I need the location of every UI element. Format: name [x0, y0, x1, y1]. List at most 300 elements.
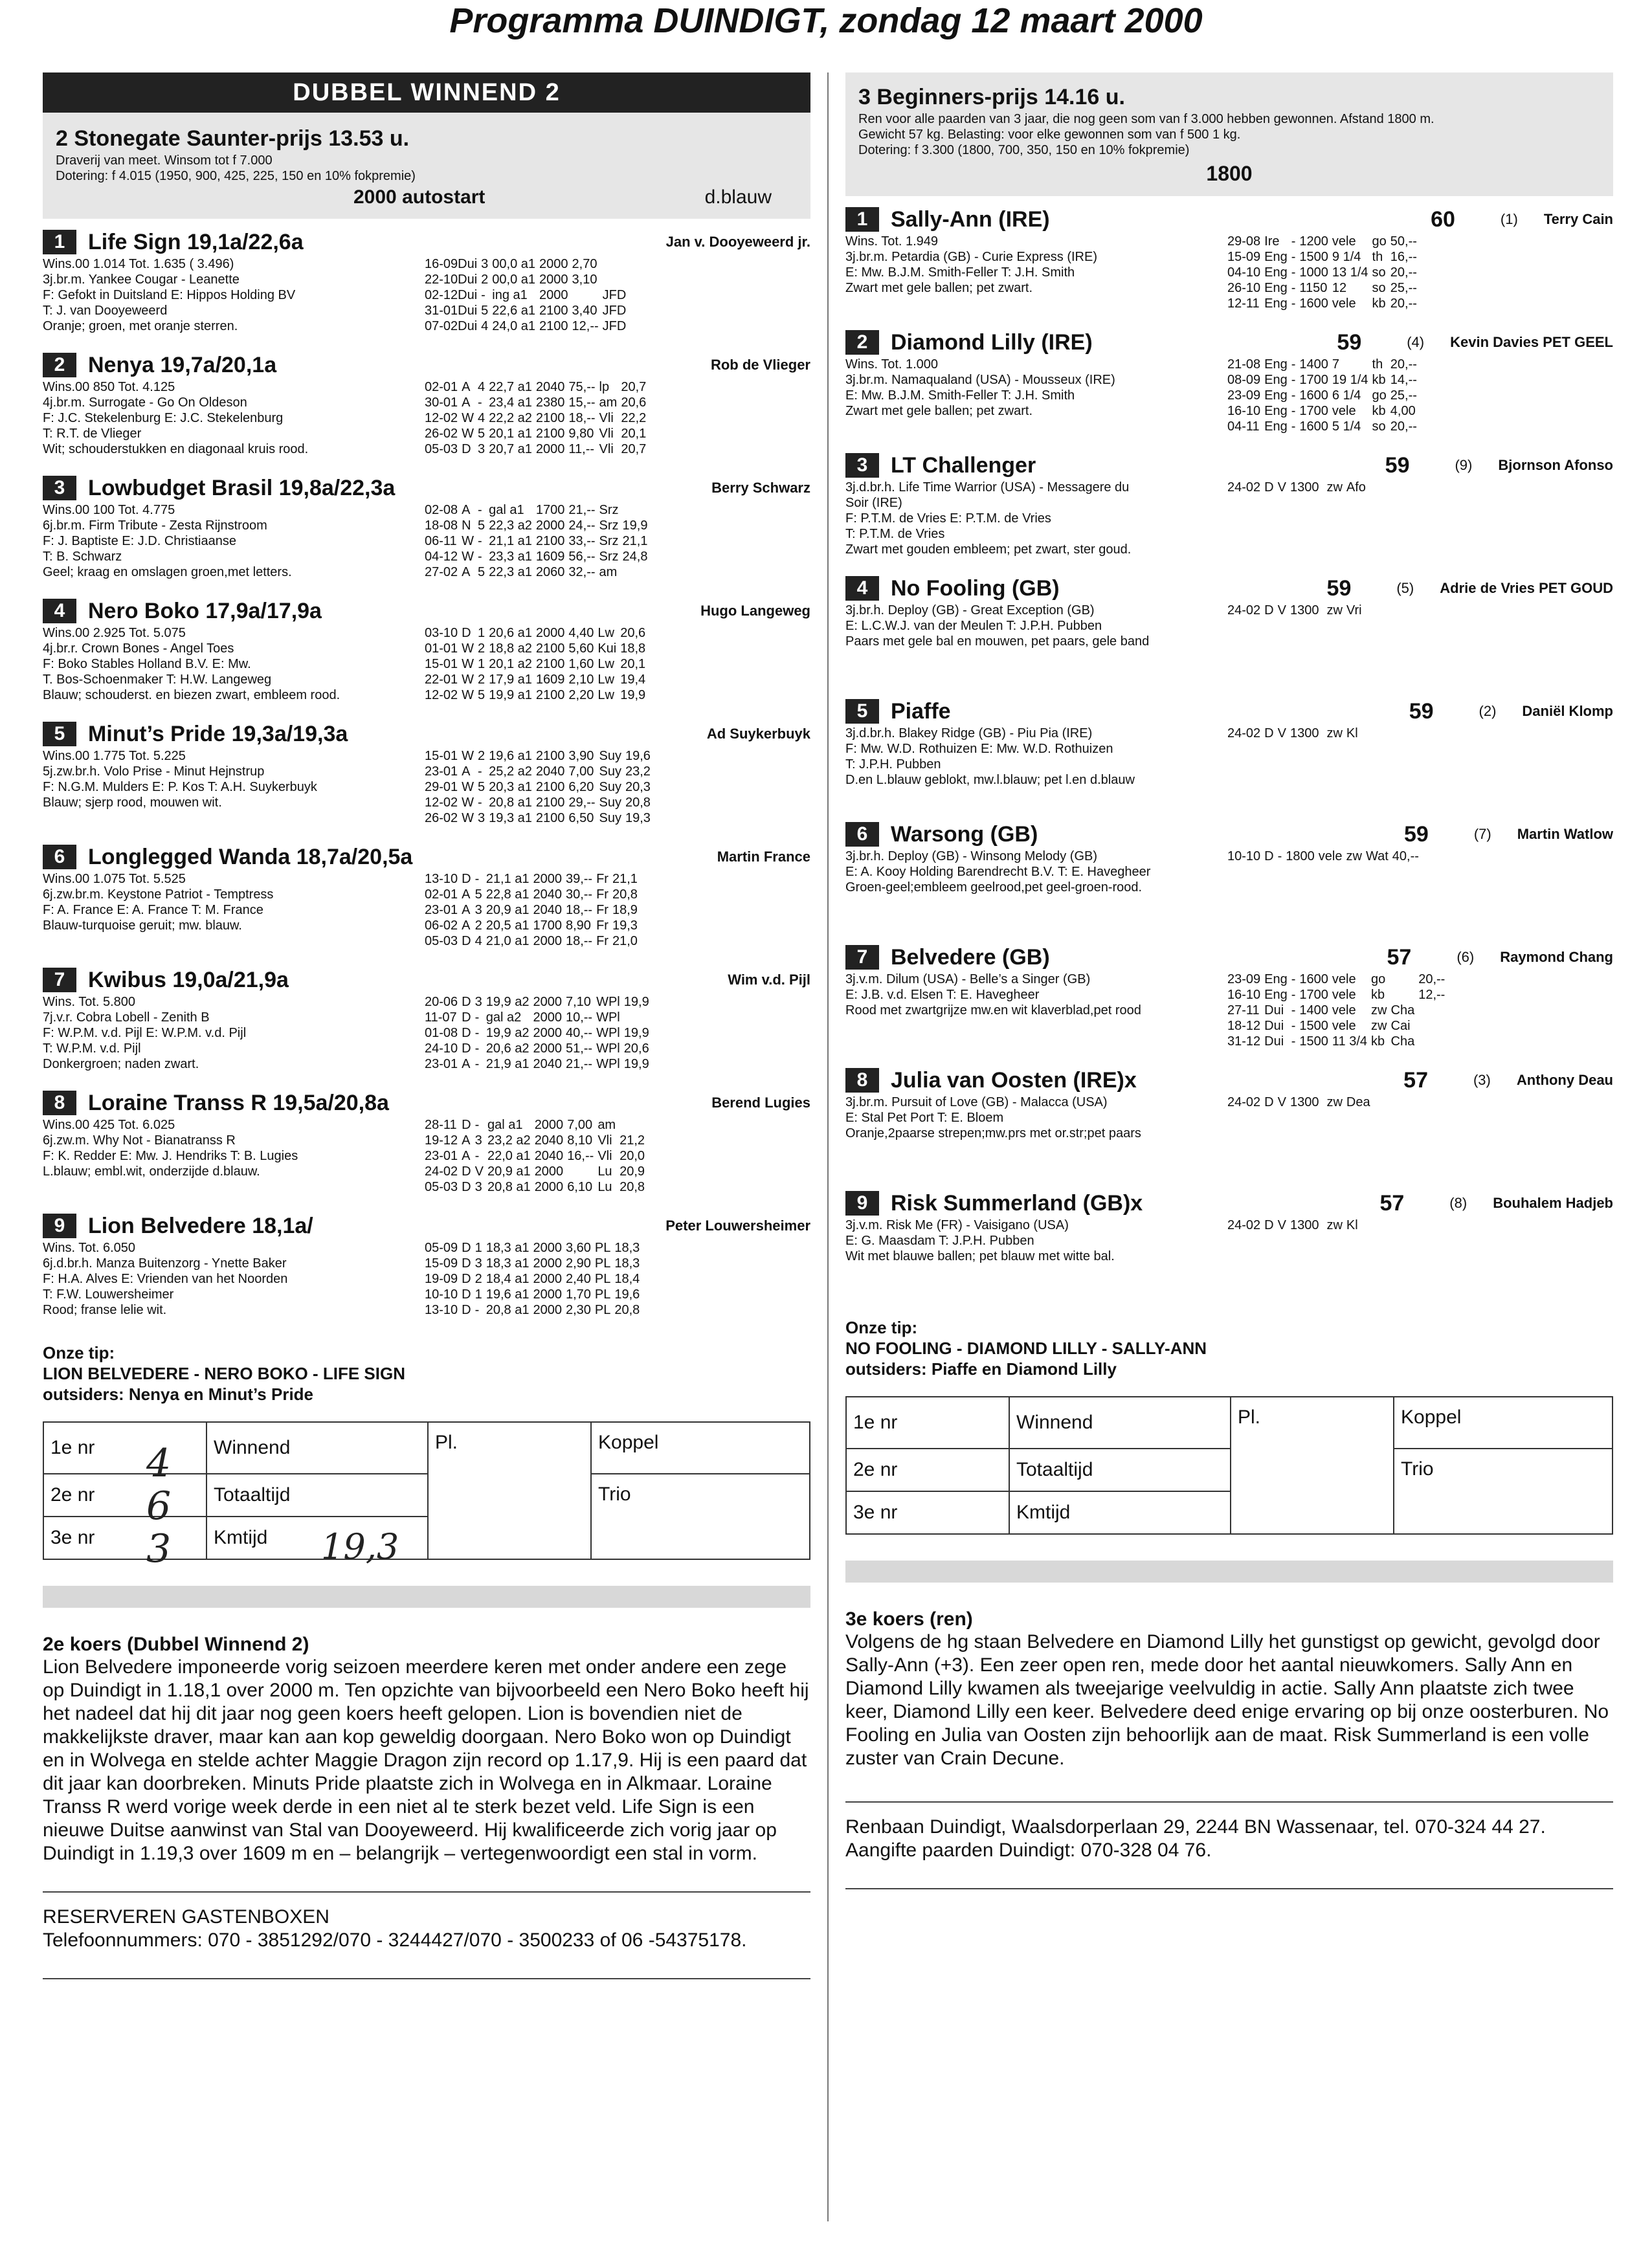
result-label: Trio — [1394, 1449, 1613, 1534]
horse-number: 7 — [43, 968, 76, 992]
result-label: Pl. — [1231, 1397, 1394, 1534]
horse-entry — [43, 351, 810, 474]
horse-weight: 59 — [1385, 452, 1410, 478]
form-cell: 18,8 a2 — [489, 641, 532, 656]
horse-number: 3 — [845, 453, 879, 478]
form-cell: 29-01 — [425, 780, 458, 794]
form-cell: 1500 — [1299, 1019, 1328, 1033]
form-row — [1227, 296, 1421, 311]
form-cell: 2060 — [535, 565, 565, 579]
divider — [845, 1888, 1613, 1889]
form-cell: 2 — [478, 673, 486, 687]
horse-driver: Hugo Langeweg — [700, 603, 810, 619]
form-row — [1227, 1095, 1374, 1110]
form-cell: 7,00 — [568, 764, 594, 779]
info-line: E: Stal Pet Port T: E. Bloem — [845, 1111, 1004, 1125]
form-cell: 2100 — [535, 427, 565, 441]
form-cell: Eng — [1264, 972, 1288, 986]
info-line: Rood; franse lelie wit. — [43, 1303, 167, 1317]
form-cell: - — [1291, 1003, 1296, 1017]
form-cell: vele — [1332, 1019, 1356, 1033]
horse-number: 5 — [845, 699, 879, 724]
horse-name: Diamond Lilly (IRE) — [891, 329, 1093, 355]
form-cell: A — [462, 1149, 471, 1163]
form-cell: 16,-- — [1390, 250, 1417, 264]
horse-entry — [845, 1066, 1613, 1189]
form-cell: 20,6 — [621, 395, 647, 410]
form-cell: 18-08 — [425, 518, 458, 533]
horse-header — [43, 351, 810, 379]
horse-form — [425, 748, 654, 826]
form-cell: 10-10 — [425, 1287, 458, 1302]
info-line: E: J.B. v.d. Elsen T: E. Havegheer — [845, 988, 1040, 1002]
horse-form — [1227, 1217, 1362, 1264]
horse-name: Nero Boko 17,9a/17,9a — [88, 598, 322, 623]
form-cell: PL — [594, 1256, 611, 1271]
form-cell: 19,6 — [614, 1287, 640, 1302]
form-row — [1227, 280, 1421, 296]
form-cell: 20,-- — [1390, 296, 1417, 311]
form-cell: 5 — [478, 565, 486, 579]
form-row — [1227, 1018, 1449, 1034]
form-table — [425, 871, 642, 949]
form-cell: 08-09 — [1227, 373, 1261, 387]
form-cell: Suy — [599, 811, 621, 825]
form-cell: A — [462, 503, 471, 517]
form-row — [425, 1148, 649, 1164]
form-cell: go — [1371, 972, 1386, 986]
form-cell: 19,9 — [622, 518, 648, 533]
form-row — [425, 625, 649, 641]
form-cell: D — [462, 934, 471, 948]
form-cell: A — [462, 764, 471, 779]
form-cell: 12-11 — [1227, 296, 1260, 311]
tip-label: Onze tip: — [43, 1343, 115, 1362]
race-desc: Gewicht 57 kg. Belasting: voor elke gewonnen som van f 500 1 kg. — [858, 128, 1241, 142]
form-cell: W — [462, 534, 474, 548]
horse-weight: 59 — [1409, 698, 1434, 724]
horse-body — [43, 1117, 810, 1195]
horse-header — [845, 574, 1613, 603]
form-cell: D — [462, 1010, 471, 1025]
form-cell: - — [478, 503, 482, 517]
form-cell: 1600 — [1299, 296, 1328, 311]
form-cell: kb — [1371, 1034, 1385, 1049]
form-cell — [1418, 1034, 1449, 1049]
form-row — [1227, 388, 1421, 403]
form-cell: 1700 — [1299, 988, 1328, 1002]
info-line: 3j.d.br.h. Life Time Warrior (USA) - Messagere du — [845, 480, 1130, 495]
grey-bar — [845, 1561, 1613, 1583]
horse-info — [845, 726, 1227, 788]
form-row — [425, 1117, 649, 1133]
result-label: Koppel — [1394, 1397, 1613, 1449]
info-line: F: Mw. W.D. Rothuizen E: Mw. W.D. Rothuizen — [845, 742, 1113, 756]
form-cell: 02-08 — [425, 503, 458, 517]
form-cell: 10-10 — [1227, 849, 1261, 863]
info-line: F: K. Redder E: Mw. J. Hendriks T: B. Lugies — [43, 1149, 298, 1163]
horse-info — [43, 625, 425, 703]
form-cell: 2000 — [533, 872, 562, 886]
divider — [43, 1891, 810, 1893]
form-cell: Eng — [1264, 373, 1288, 387]
form-cell: W — [462, 641, 474, 656]
form-cell: - — [1291, 296, 1296, 311]
form-cell: 24,8 — [622, 550, 648, 564]
form-cell — [567, 1164, 597, 1179]
form-cell: 18-12 — [1227, 1019, 1261, 1033]
form-cell: 2000 — [533, 1241, 562, 1255]
horse-info — [43, 256, 425, 334]
form-table — [425, 625, 649, 703]
horse-info — [43, 1240, 425, 1318]
form-cell: am — [599, 565, 618, 579]
form-cell: 22-10Dui — [425, 272, 478, 287]
info-line: Wit met blauwe ballen; pet blauw met witte bal. — [845, 1249, 1115, 1263]
form-cell: th — [1372, 357, 1383, 372]
horse-info — [43, 379, 425, 457]
form-cell: 3 — [478, 811, 486, 825]
horse-header — [845, 1066, 1613, 1095]
form-cell: 20,1 a1 — [489, 427, 532, 441]
form-cell: 20-06 — [425, 995, 458, 1009]
form-cell: Dui — [1264, 1019, 1284, 1033]
info-line: Zwart met gouden embleem; pet zwart, ster goud. — [845, 542, 1132, 557]
horse-number: 2 — [845, 330, 879, 355]
form-cell: 29,-- — [568, 795, 596, 810]
form-cell: 24,-- — [568, 518, 596, 533]
race-desc: Ren voor alle paarden van 3 jaar, die nog geen som van f 3.000 hebben gewonnen. Afstand 1800 m. — [858, 112, 1434, 126]
horse-number: 8 — [43, 1091, 76, 1115]
form-row — [425, 748, 654, 764]
form-cell: 20,-- — [1418, 972, 1446, 986]
form-cell: gal a2 — [486, 1010, 522, 1025]
form-cell: 28-11 — [425, 1118, 457, 1132]
form-cell: 2000 — [533, 1272, 562, 1286]
race-header — [845, 72, 1613, 196]
horse-jockey: Anthony Deau — [1516, 1072, 1613, 1088]
horse-driver: Rob de Vlieger — [710, 357, 810, 373]
form-row — [425, 656, 649, 672]
horse-info — [845, 1095, 1227, 1141]
horse-header — [845, 697, 1613, 726]
form-cell: 2000 — [534, 1164, 564, 1179]
horse-jockey: Kevin Davies PET GEEL — [1450, 334, 1613, 350]
form-cell: - — [474, 1118, 480, 1132]
form-cell: 20,6 — [623, 1041, 649, 1056]
result-label: Winnend — [206, 1422, 428, 1474]
horse-body — [43, 256, 810, 334]
result-label: Koppel — [591, 1422, 810, 1474]
form-cell: 13-10 — [425, 872, 458, 886]
form-cell: 06-11 — [425, 534, 457, 548]
form-cell: - — [474, 1303, 480, 1317]
tip-line: LION BELVEDERE - NERO BOKO - LIFE SIGN — [43, 1364, 405, 1383]
form-cell: 2040 — [534, 1149, 564, 1163]
form-cell: 3 — [478, 442, 486, 456]
horse-jockey: Terry Cain — [1543, 211, 1613, 227]
form-cell — [603, 256, 631, 272]
form-cell: Vli — [597, 1149, 612, 1163]
horse-number: 2 — [43, 353, 76, 377]
horse-name: Lion Belvedere 18,1a/ — [88, 1213, 313, 1238]
form-cell: Ire — [1264, 234, 1280, 249]
info-line: Wins. Tot. 1.000 — [845, 357, 939, 372]
form-row — [1227, 972, 1449, 987]
horse-entry — [845, 574, 1613, 697]
horse-number: 4 — [845, 576, 879, 601]
form-cell: 23-09 — [1227, 972, 1261, 986]
info-line: 4j.br.r. Crown Bones - Angel Toes — [43, 641, 234, 656]
form-cell: D — [462, 1256, 471, 1271]
form-cell: 12-02 — [425, 411, 458, 425]
form-cell: 03-10 — [425, 626, 458, 640]
form-cell: 19,3 a1 — [489, 811, 532, 825]
form-cell: - — [478, 395, 482, 410]
form-table — [425, 256, 630, 334]
form-cell: 18,9 — [612, 903, 638, 917]
form-table — [425, 379, 650, 457]
result-label: 1e nr — [43, 1422, 206, 1474]
form-cell: 20,8 — [612, 887, 638, 902]
form-cell: 23-01 — [425, 1057, 458, 1071]
horse-body — [43, 994, 810, 1072]
info-line: F: J. Baptiste E: J.D. Christiaanse — [43, 534, 236, 548]
form-cell: 3 — [474, 995, 482, 1009]
form-cell: - — [478, 550, 482, 564]
horse-entry — [845, 820, 1613, 943]
horse-number: 8 — [845, 1068, 879, 1093]
form-cell: 1800 — [1286, 849, 1315, 863]
form-cell: 8,10 — [567, 1133, 593, 1148]
form-cell: 2,10 — [568, 673, 594, 687]
form-cell: 00,0 a1 — [492, 257, 536, 271]
horse-form — [425, 1117, 649, 1195]
form-cell: 2000 — [533, 934, 562, 948]
info-line: 6j.br.m. Firm Tribute - Zesta Rijnstroom — [43, 518, 267, 533]
form-cell: Lw — [597, 626, 614, 640]
form-cell: 7 — [1332, 357, 1340, 372]
form-cell: 18,3 — [614, 1256, 640, 1271]
race-desc: Dotering: f 4.015 (1950, 900, 425, 225, 150 en 10% fokpremie) — [56, 169, 416, 183]
form-cell: Srz — [599, 518, 619, 533]
form-cell: 7,00 — [567, 1118, 593, 1132]
info-line: F: P.T.M. de Vries E: P.T.M. de Vries — [845, 511, 1051, 526]
form-cell: 21,1 — [612, 872, 638, 886]
form-cell: 1700 — [533, 918, 562, 933]
form-row — [1227, 1034, 1449, 1049]
form-cell: JFD — [602, 288, 627, 302]
form-row — [1227, 234, 1421, 249]
form-cell: - — [1277, 849, 1282, 863]
form-cell: 15-01 — [425, 657, 458, 671]
form-cell: 2,30 — [565, 1303, 591, 1317]
form-table — [425, 1240, 643, 1318]
horse-driver: Berry Schwarz — [711, 480, 810, 496]
info-line: T: J.P.H. Pubben — [845, 757, 941, 772]
form-table — [1227, 972, 1449, 1049]
form-cell: 04-12 — [425, 550, 458, 564]
form-cell: kb — [1372, 296, 1386, 311]
right-column — [845, 72, 1613, 1889]
form-cell: 2100 — [535, 780, 565, 794]
form-cell: 2000 — [535, 442, 565, 456]
form-cell: - — [478, 534, 482, 548]
info-line: F: W.P.M. v.d. Pijl E: W.P.M. v.d. Pijl — [43, 1026, 247, 1040]
form-row — [425, 441, 650, 457]
tip-outsiders: outsiders: Nenya en Minut’s Pride — [43, 1384, 314, 1404]
info-line: Oranje; groen, met oranje sterren. — [43, 319, 238, 333]
horse-info — [43, 748, 425, 826]
form-row — [425, 918, 642, 933]
form-cell — [1391, 972, 1419, 987]
form-cell: 2040 — [533, 887, 562, 902]
form-cell: 25,2 a2 — [489, 764, 532, 779]
horse-entry — [43, 228, 810, 351]
form-cell: 2100 — [535, 411, 565, 425]
horse-entry — [43, 720, 810, 843]
info-line: F: Gefokt in Duitsland E: Hippos Holding BV — [43, 288, 296, 302]
form-row — [425, 287, 630, 303]
form-cell: 18,3 — [614, 1241, 640, 1255]
horse-number: 1 — [845, 207, 879, 232]
form-cell: 2100 — [535, 641, 565, 656]
form-cell: D — [1264, 1095, 1274, 1109]
info-line: E: Mw. B.J.M. Smith-Feller T: J.H. Smith — [845, 388, 1075, 403]
form-cell: D — [462, 1241, 471, 1255]
form-cell: gal a1 — [487, 1118, 523, 1132]
form-cell: zw — [1326, 480, 1343, 495]
form-cell: vele — [1332, 296, 1356, 311]
form-cell: Eng — [1264, 250, 1288, 264]
form-row — [425, 410, 650, 426]
horse-entry — [845, 943, 1613, 1066]
horse-form — [425, 502, 651, 580]
horse-form — [425, 1240, 643, 1318]
form-cell: 20,0 — [620, 1149, 645, 1163]
horse-header — [845, 328, 1613, 357]
form-cell: 14,-- — [1390, 373, 1417, 387]
form-cell: 5 — [474, 887, 482, 902]
horse-form — [425, 625, 649, 703]
horse-number: 7 — [845, 945, 879, 970]
form-cell: D — [462, 1180, 471, 1194]
horse-entry — [845, 328, 1613, 451]
form-row — [1227, 726, 1362, 741]
horse-info — [845, 603, 1227, 649]
form-cell — [1391, 987, 1419, 1003]
horse-info — [43, 1117, 425, 1195]
footer-line: RESERVEREN GASTENBOXEN — [43, 1906, 329, 1928]
form-cell: A — [462, 1057, 471, 1071]
horse-weight: 59 — [1326, 575, 1352, 601]
form-cell: PL — [594, 1272, 611, 1286]
info-line: 6j.zw.m. Why Not - Bianatranss R — [43, 1133, 236, 1148]
form-cell: 2040 — [535, 380, 565, 394]
form-cell: go — [1372, 388, 1387, 403]
form-cell: 2040 — [535, 764, 565, 779]
horse-number: 9 — [43, 1214, 76, 1238]
form-table — [1227, 849, 1423, 864]
form-cell: 5 — [478, 780, 486, 794]
form-cell: 24,0 a1 — [492, 319, 536, 333]
form-cell: 22,3 a1 — [489, 565, 532, 579]
form-cell: 16-10 — [1227, 404, 1261, 418]
form-cell: 20,6 — [620, 626, 646, 640]
form-cell: Eng — [1264, 988, 1288, 1002]
horse-driver: Jan v. Dooyeweerd jr. — [665, 234, 810, 250]
form-cell: 21,2 — [620, 1133, 645, 1148]
horse-name: Minut’s Pride 19,3a/19,3a — [88, 721, 348, 746]
form-cell: 4 — [478, 380, 486, 394]
horse-entry — [43, 597, 810, 720]
form-cell: 22,8 a1 — [486, 887, 530, 902]
horse-header — [845, 1189, 1613, 1217]
info-line: T: R.T. de Vlieger — [43, 427, 142, 441]
form-cell: 20,8 a1 — [487, 1180, 531, 1194]
form-row — [425, 564, 651, 580]
form-cell: 20,1 a2 — [489, 657, 532, 671]
form-cell: 05-03 — [425, 1180, 458, 1194]
info-line: Paars met gele bal en mouwen, pet paars, gele band — [845, 634, 1150, 649]
form-cell: W — [462, 427, 474, 441]
form-cell: 1609 — [535, 673, 565, 687]
form-cell: 2100 — [535, 795, 565, 810]
tip-outsiders: outsiders: Piaffe en Diamond Lilly — [845, 1359, 1117, 1379]
form-cell: 2 — [481, 272, 489, 287]
horse-header — [43, 1212, 810, 1240]
form-cell: 6,50 — [568, 811, 594, 825]
form-cell: D — [462, 995, 471, 1009]
horse-number: 6 — [845, 822, 879, 847]
horse-box: (3) — [1473, 1072, 1491, 1088]
form-table — [1227, 603, 1366, 618]
horse-box: (9) — [1455, 457, 1473, 473]
form-cell: 1700 — [535, 503, 565, 517]
race-colour: d.blauw — [704, 186, 772, 208]
form-cell: - — [474, 1026, 480, 1040]
horse-entry — [43, 1089, 810, 1212]
info-line: Wins. Tot. 5.800 — [43, 995, 136, 1009]
right-tip — [845, 1317, 1613, 1379]
form-cell: 20,8 a1 — [489, 795, 532, 810]
horse-name: Loraine Transs R 19,5a/20,8a — [88, 1090, 389, 1115]
form-cell: 24-02 — [1227, 1095, 1261, 1109]
horse-entry — [43, 966, 810, 1089]
horse-name: Nenya 19,7a/20,1a — [88, 352, 277, 377]
form-cell: 05-03 — [425, 442, 458, 456]
horse-form — [1227, 603, 1366, 649]
horse-name: Piaffe — [891, 698, 951, 724]
form-cell: 8,90 — [565, 918, 591, 933]
form-cell: 19-12 — [425, 1133, 458, 1148]
horse-jockey: Daniël Klomp — [1522, 703, 1613, 719]
info-line: Wit; schouderstukken en diagonaal kruis rood. — [43, 442, 309, 456]
form-cell: 15-01 — [425, 749, 458, 763]
form-cell: 20,8 a1 — [486, 1303, 530, 1317]
form-row — [425, 1056, 653, 1072]
info-line: 3j.br.h. Deploy (GB) - Winsong Melody (GB) — [845, 849, 1098, 863]
info-line: Blauw; sjerp rood, mouwen wit. — [43, 795, 222, 810]
form-cell: Eng — [1264, 419, 1288, 434]
form-cell: Vli — [599, 427, 614, 441]
divider — [845, 1801, 1613, 1803]
form-cell: Kl — [1346, 1218, 1358, 1232]
info-line: T: J. van Dooyeweerd — [43, 304, 168, 318]
horse-header — [845, 943, 1613, 972]
horse-box: (2) — [1479, 703, 1497, 719]
form-cell: Fr — [596, 872, 608, 886]
